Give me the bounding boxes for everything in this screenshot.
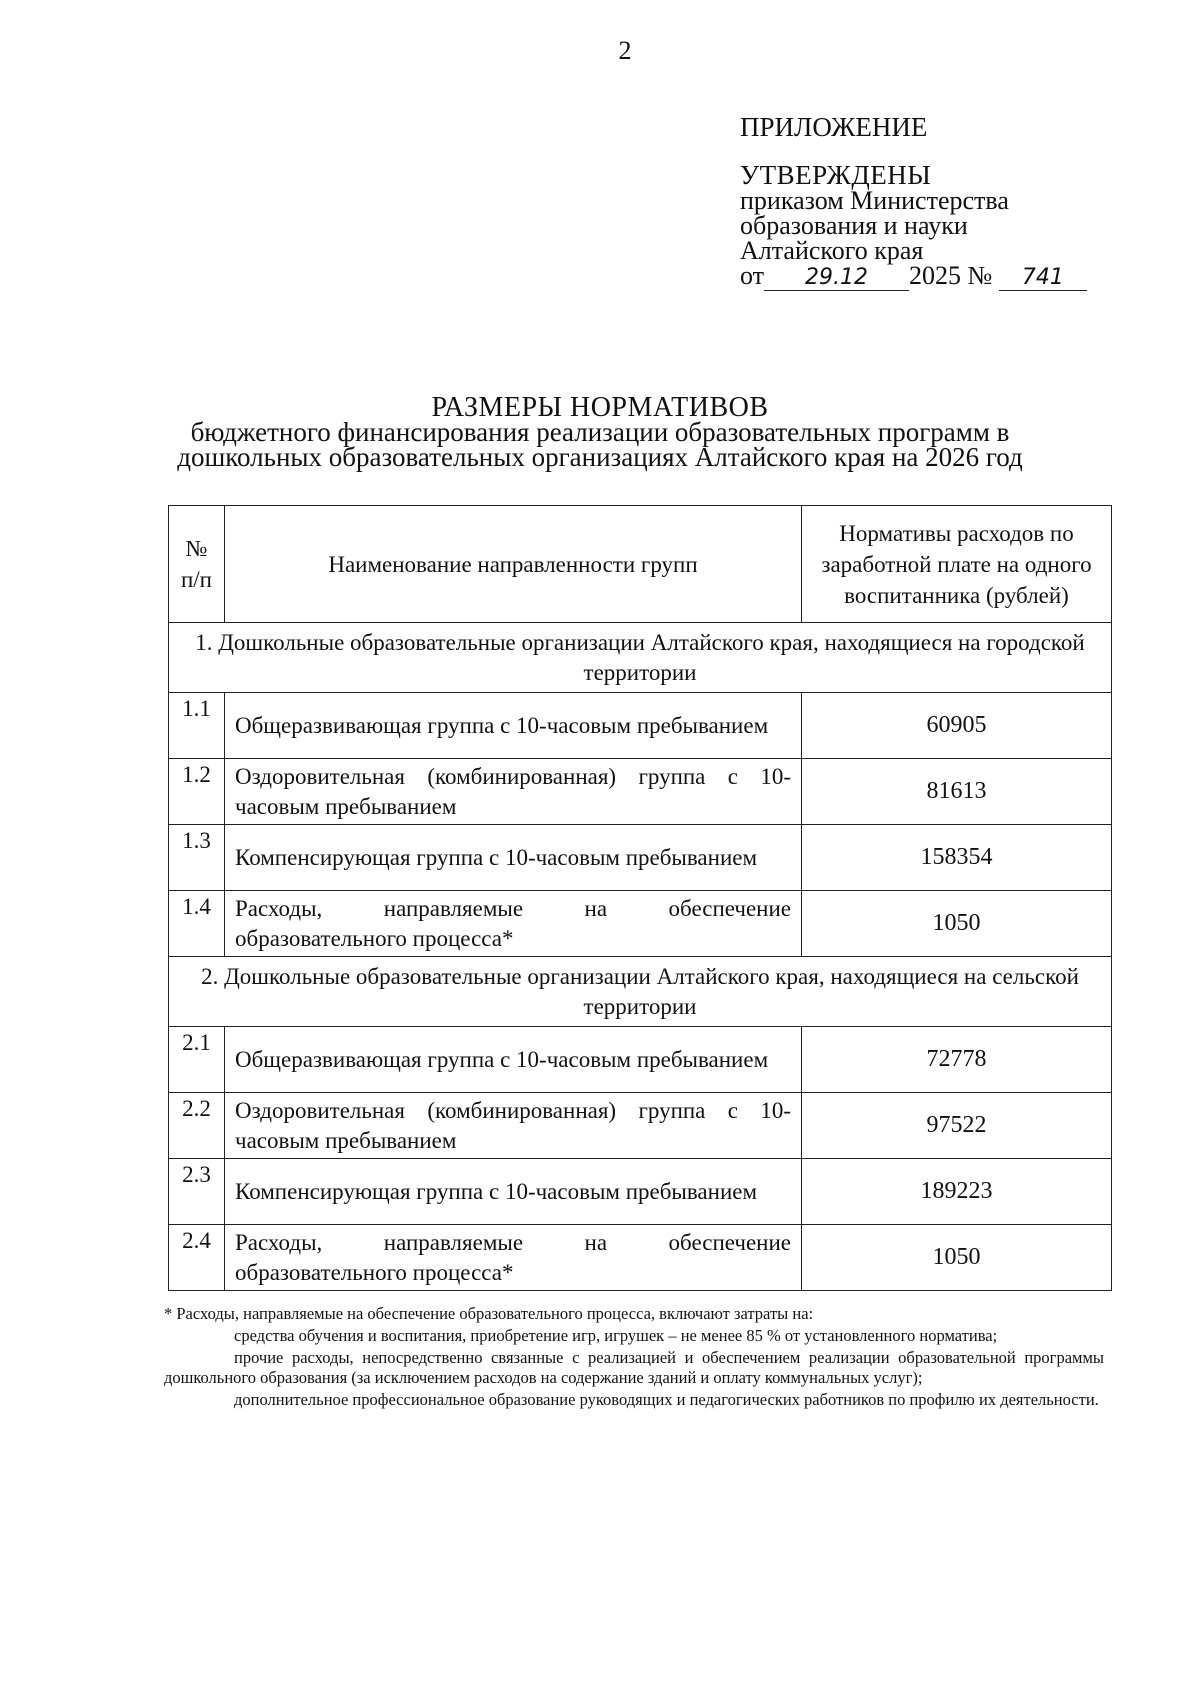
row-number: 2.3 <box>169 1159 225 1225</box>
title-line-1: РАЗМЕРЫ НОРМАТИВОВ <box>431 392 769 423</box>
section-title: 2. Дошкольные образовательные организации Алтайского края, находящиеся на сельской территории <box>169 957 1112 1027</box>
row-name: Оздоровительная (комбинированная) группа с 10-часовым пребыванием <box>225 1093 802 1159</box>
table-row <box>169 891 1112 957</box>
table-row <box>169 825 1112 891</box>
row-name: Общеразвивающая группа с 10-часовым пребыванием <box>225 1027 802 1093</box>
table-row <box>169 693 1112 759</box>
footnote-item-1: средства обучения и воспитания, приобретение игр, игрушек – не менее 85 % от установленного норматива; <box>234 1326 998 1345</box>
table-header-row <box>169 506 1112 623</box>
table-row <box>169 1027 1112 1093</box>
row-number: 1.1 <box>169 693 225 759</box>
handwritten-number: 741 <box>999 265 1087 291</box>
row-name: Расходы, направляемые на обеспечение образовательного процесса* <box>225 1225 802 1291</box>
handwritten-date: 29.12 <box>764 265 909 291</box>
title-line-3: дошкольных образовательных организациях Алтайского края на 2026 год <box>177 442 1023 472</box>
row-value: 1050 <box>802 891 1112 957</box>
header-no: № п/п <box>169 506 225 623</box>
row-value: 81613 <box>802 759 1112 825</box>
header-value: Нормативы расходов по заработной плате на одного воспитанника (рублей) <box>802 506 1112 623</box>
approved-line-region: Алтайского края <box>740 236 924 265</box>
table-row <box>169 759 1112 825</box>
table-row <box>169 1225 1112 1291</box>
row-value: 97522 <box>802 1093 1112 1159</box>
date-prefix: от <box>740 261 765 290</box>
table-row <box>169 1159 1112 1225</box>
row-value: 60905 <box>802 693 1112 759</box>
section-row <box>169 623 1112 693</box>
footnote-item-2: прочие расходы, непосредственно связанные с реализацией и обеспечением реализации образовательной программы дошкольного образования (за исключением расходов на содержание зданий и оплату коммунальных услуг); <box>164 1348 1104 1387</box>
header-name: Наименование направленности групп <box>225 506 802 623</box>
page-number: 2 <box>618 36 632 65</box>
title-line-2: бюджетного финансирования реализации образовательных программ в <box>190 417 1010 447</box>
row-number: 2.2 <box>169 1093 225 1159</box>
section-row <box>169 957 1112 1027</box>
footnote-item-3: дополнительное профессиональное образование руководящих и педагогических работников по профилю их деятельности. <box>234 1390 1099 1409</box>
row-name: Компенсирующая группа с 10-часовым пребыванием <box>225 825 802 891</box>
approved-line-ministry: приказом Министерства <box>740 186 1009 215</box>
row-value: 1050 <box>802 1225 1112 1291</box>
row-name: Расходы, направляемые на обеспечение образовательного процесса* <box>225 891 802 957</box>
row-number: 1.4 <box>169 891 225 957</box>
row-value: 189223 <box>802 1159 1112 1225</box>
approval-date-line <box>740 263 1087 291</box>
table-row <box>169 1093 1112 1159</box>
row-number: 2.4 <box>169 1225 225 1291</box>
row-value: 72778 <box>802 1027 1112 1093</box>
row-name: Оздоровительная (комбинированная) группа с 10-часовым пребыванием <box>225 759 802 825</box>
row-name: Общеразвивающая группа с 10-часовым пребыванием <box>225 693 802 759</box>
document-title <box>0 392 1200 472</box>
approval-block <box>740 160 1087 291</box>
row-value: 158354 <box>802 825 1112 891</box>
row-number: 1.3 <box>169 825 225 891</box>
row-number: 1.2 <box>169 759 225 825</box>
year-number-label: 2025 № <box>909 261 993 290</box>
row-number: 2.1 <box>169 1027 225 1093</box>
approved-line-education: образования и науки <box>740 211 968 240</box>
norms-table <box>168 505 1112 1291</box>
approved-heading: УТВЕРЖДЕНЫ <box>740 160 932 190</box>
footnote <box>164 1304 1104 1410</box>
appendix-label: ПРИЛОЖЕНИЕ <box>740 112 928 142</box>
row-name: Компенсирующая группа с 10-часовым пребыванием <box>225 1159 802 1225</box>
section-title: 1. Дошкольные образовательные организации Алтайского края, находящиеся на городской территории <box>169 623 1112 693</box>
footnote-intro: * Расходы, направляемые на обеспечение образовательного процесса, включают затраты на: <box>164 1304 814 1323</box>
